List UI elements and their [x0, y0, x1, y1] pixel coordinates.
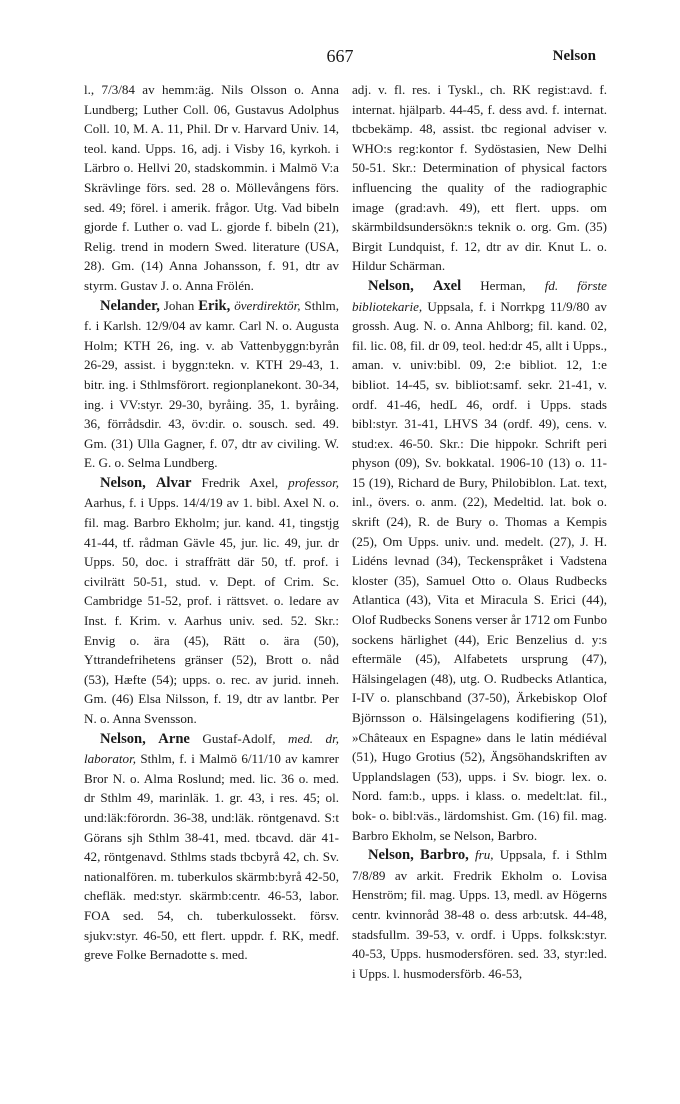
entry-call-name: Alvar — [155, 474, 192, 491]
entry-role: med. dr, laborator, — [84, 730, 340, 767]
entry-surname: Nelson, — [368, 277, 414, 294]
left-column — [84, 80, 339, 965]
entry-call-name: Arne — [158, 730, 190, 747]
entry-surname: Nelander, — [100, 297, 160, 314]
entry-text: Uppsala, f. i Norrkpg 11/9/80 av grossh. Aug. N. o. Anna Ahlborg; fil. kand. 02, fil. lic. 08, fil. dr 09, teol. hed:dr 45, allt i Upps., aman. v. univ:bibl. 09, 2:e bibliot. 12, 1:e bibliot. 14-45, sv. bibliot:samf. sekr. 21-41, v. ordf. 41-46, hedL 46, ordf. i Upps. stads bibl:styr. 31-41, LHVS 34 (ordf. 49), cens. v. stud:ex. 46-50. Skr.: Die hippokr. Schrift peri physon (09), Sv. bokkatal. 1906-10 (13) o. 11-15 (19), Richard de Bury, Philobiblon. Lat. text, inl., övers. o. anm. (22), Medeltid. lat. bok o. skrift (24), R. de Bury o. Thomas a Kempis (25), Om Upps. univ. und. medelt. (27), J. H. Lidéns levnad (34), Teckenspråket i Vadstena kloster (35), Samuel Otto o. Olaus Rudbecks Atlantica (43), Vita et Miracula S. Erici (44), Olof Rudbecks Sonens verser år 1712 om Funbo sockens härlighet (44), Eric Benzelius d. y:s eftermäle (45), Alfabetets ursprung (47), Hälsingelagen (48), utg. O. Rudbecks Atlantica, I-IV o. planschband (37-50), Ärkebiskop Olof Björnsson o. Hälsingelagens kodifiering (51), »Châteaux en Espagne» dans le latin médiéval (51), Hugo Grotius (52), Ängsöhandskriften av Upplandslagen (53), upps. i Sv. biogr. lex. o. Nord. fam:b., upps. i klass. o. medelt:lat. fil., bok- o. bibl:väs., lärdomshist. Gm. (16) fil. mag. Barbro Ekholm, se Nelson, Barbro. — [352, 298, 607, 843]
entry-nelson-axel — [352, 276, 607, 845]
entry-role: fru, — [474, 847, 494, 863]
entry-nelson-barbro — [352, 845, 607, 983]
entry-first-names: Herman, — [480, 277, 526, 293]
entry-call-name: Erik, — [198, 297, 231, 314]
entry-text: Sthlm, f. i Malmö 6/11/10 av kamrer Bror N. o. Alma Roslund; med. lic. 36 o. med. dr Sthlm 49, marinläk. 1. gr. 43, i res. 45; ol. und:läk:förordn. 36-38, und:läk. röntgenavd. S:t Görans sjh Sthlm 38-41, med. tbcavd. där 41-42, röntgenavd. Sthlms stads tbcbyrå 42, ch. Sv. nationalfören. m. tuberkulos skärmb:byrå 42-50, chefläk. med:styr. skärmb:centr. 46-53, labor. FOA sed. 54, ch. tuberkulossekt. försv. sjukv:styr. 46-50, ett flert. uppdr. f. RK, medf. greve Folke Bernadotte s. med. — [84, 751, 339, 963]
entry-surname: Nelson, — [368, 847, 414, 864]
entry-text: Aarhus, f. i Upps. 14/4/19 av 1. bibl. Axel N. o. fil. mag. Barbro Ekholm; jur. kand. 41, tingstjg 41-44, tf. rådman Gävle 45, jur. lic. 49, jur. dr Upps. 50, doc. i straffrätt där 50, tf. prof. i civilrätt 50-51, stud. v. Dept. of Crim. Sc. Cambridge 51-52, prof. i rättsvet. o. ledare av Inst. f. Krim. v. Aarhus univ. sed. 52. Skr.: Envig o. ära (45), Rätt o. ära (50), Yttrandefrihetens gränser (52), Brott o. nåd (53), Hæfte (54); upps. o. rec. av jurid. inneh. Gm. (46) Elsa Nilsson, f. 19, dtr av lantbr. Per N. o. Anna Svensson. — [84, 495, 339, 726]
entry-first-names: Fredrik Axel, — [201, 474, 279, 490]
continuation-text: l., 7/3/84 av hemm:äg. Nils Olsson o. Anna Lundberg; Luther Coll. 06, Gustavus Adolphus Coll. 10, M. A. 11, Phil. Dr v. Harvard Univ. 14, teol. kand. Upps. 16, adj. i Visby 16, kyrkoh. i Lärbro o. Hellvi 20, stadskommin. i Malmö V:a Skrävlinge förs. sed. 28 o. Möllevångens förs. sed. 49; förel. i amerik. frågor. Utg. Vad bibeln gjorde f. Luther o. vad L. gjorde f. bibeln (21), Relig. trend in modern Swed. literature (USA, 28). Gm. (14) Anna Johansson, f. 91, dtr av styrm. Gustav J. o. Anna Frölén. — [84, 82, 339, 293]
entry-role: professor, — [288, 474, 339, 490]
right-column — [352, 80, 607, 983]
entry-role: överdirektör, — [234, 297, 301, 313]
entry-nelson-alvar — [84, 473, 339, 729]
entry-call-name: Barbro, — [420, 847, 469, 864]
entry-text: Uppsala, f. i Sthlm 7/8/89 av arkit. Fredrik Ekholm o. Lovisa Henström; fil. mag. Upps. 13, medl. av Högerns centr. kvinnoråd 38-48 o. dess arb:utsk. 44-48, stadsfullm. 39-53, v. ordf. i Upps. folksk:styr. 40-53, Upps. husmodersfören. sed. 33, styr:led. i Upps. l. husmodersförb. 46-53, — [352, 847, 608, 981]
entry-call-name: Axel — [432, 277, 462, 294]
entry-role: fd. förste bibliotekarie, — [352, 277, 607, 314]
entry-first-names: Gustaf-Adolf, — [202, 730, 276, 746]
page-number: 667 — [326, 46, 354, 66]
entry-nelander-erik — [84, 296, 339, 473]
entry-text: Sthlm, f. i Karlsh. 12/9/04 av kamr. Carl N. o. Augusta Holm; KTH 26, ing. v. ab Vattenbyggn:byrån 26-29, assist. i byggn:tekn. v. KTH 29-43, 1. bitr. ing. i Sthlmsförort. regionplanekont. 30-34, ing. i VV:styr. 29-30, byråing. 35, 1. byråing. 36, förrådsdir. 43, öv:dir. o. sousch. sed. 49. Gm. (31) Ulla Gagner, f. 07, dtr av civiling. W. E. G. o. Selma Lundberg. — [84, 297, 339, 471]
entry-nelson-arne — [84, 729, 339, 965]
entry-first-names: Johan — [163, 297, 195, 313]
page-header — [0, 46, 680, 72]
continuation-text: adj. v. fl. res. i Tyskl., ch. RK regist:avd. f. internat. hjälparb. 44-45, f. dess avd. f. internat. tbcbekämp. 48, assist. tbc regional adviser v. WHO:s reg:kontor f. Sydöstasien, New Delhi 50-51. Skr.: Determination of physical factors influencing the quality of the radiographic image (grad:avh. 49), ett flert. upps. om skärmbildsundersökn:s teknik o. org. Gm. (35) Birgit Lundquist, f. 12, dtr av dir. Knut L. o. Hildur Schärman. — [352, 82, 607, 274]
entry-surname: Nelson, — [100, 730, 146, 747]
running-head: Nelson — [552, 48, 596, 64]
entry-surname: Nelson, — [100, 474, 146, 491]
